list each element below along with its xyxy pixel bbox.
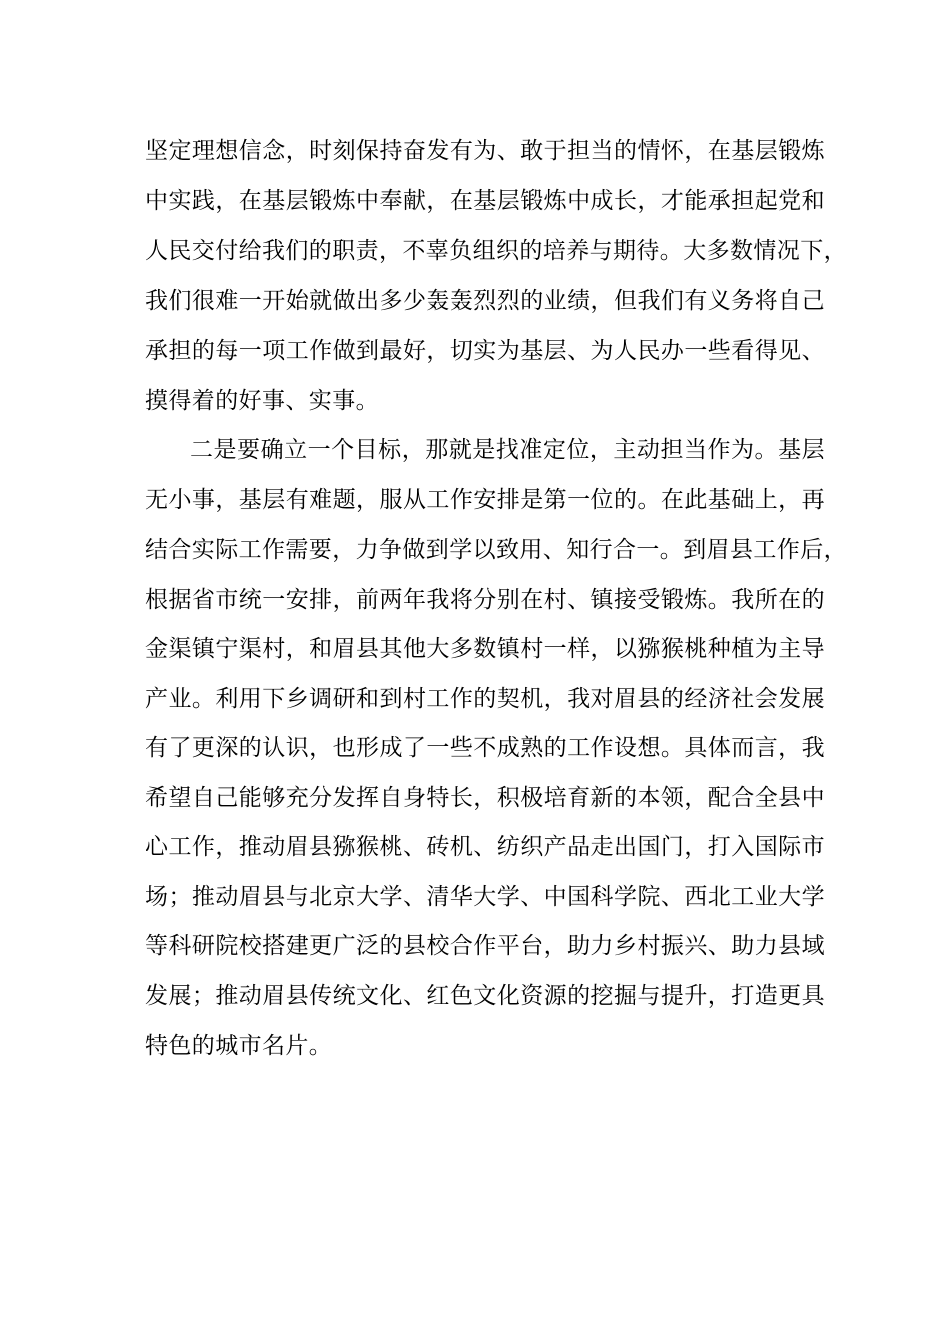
paragraph-2-line-5: 金渠镇宁渠村，和眉县其他大多数镇村一样，以猕猴桃种植为主导 [145,636,825,662]
paragraph-2-line-1: 二是要确立一个目标，那就是找准定位，主动担当作为。基层 [190,437,825,463]
paragraph-2-line-13: 特色的城市名片。 [145,1033,333,1059]
paragraph-1-line-1: 坚定理想信念，时刻保持奋发有为、敢于担当的情怀，在基层锻炼 [145,138,825,164]
paragraph-2-line-3: 结合实际工作需要，力争做到学以致用、知行合一。到眉县工作后， [145,537,847,563]
paragraph-1-line-3: 人民交付给我们的职责，不辜负组织的培养与期待。大多数情况下， [145,238,847,264]
paragraph-1-line-4: 我们很难一开始就做出多少轰轰烈烈的业绩，但我们有义务将自己 [145,288,825,314]
paragraph-2-line-9: 心工作，推动眉县猕猴桃、砖机、纺织产品走出国门，打入国际市 [145,834,825,860]
paragraph-2-line-11: 等科研院校搭建更广泛的县校合作平台，助力乡村振兴、助力县域 [145,933,825,959]
paragraph-2-line-12: 发展；推动眉县传统文化、红色文化资源的挖掘与提升，打造更具 [145,983,825,1009]
paragraph-2-line-4: 根据省市统一安排，前两年我将分别在村、镇接受锻炼。我所在的 [145,587,825,613]
paragraph-1-line-5: 承担的每一项工作做到最好，切实为基层、为人民办一些看得见、 [145,338,825,364]
paragraph-2-line-6: 产业。利用下乡调研和到村工作的契机，我对眉县的经济社会发展 [145,686,825,712]
paragraph-2-line-10: 场；推动眉县与北京大学、清华大学、中国科学院、西北工业大学 [145,884,825,910]
paragraph-1-line-6: 摸得着的好事、实事。 [145,388,379,414]
paragraph-2-line-7: 有了更深的认识，也形成了一些不成熟的工作设想。具体而言，我 [145,735,825,761]
paragraph-2-line-2: 无小事，基层有难题，服从工作安排是第一位的。在此基础上，再 [145,487,825,513]
paragraph-1-line-2: 中实践，在基层锻炼中奉献，在基层锻炼中成长，才能承担起党和 [145,188,825,214]
paragraph-2-line-8: 希望自己能够充分发挥自身特长，积极培育新的本领，配合全县中 [145,785,825,811]
